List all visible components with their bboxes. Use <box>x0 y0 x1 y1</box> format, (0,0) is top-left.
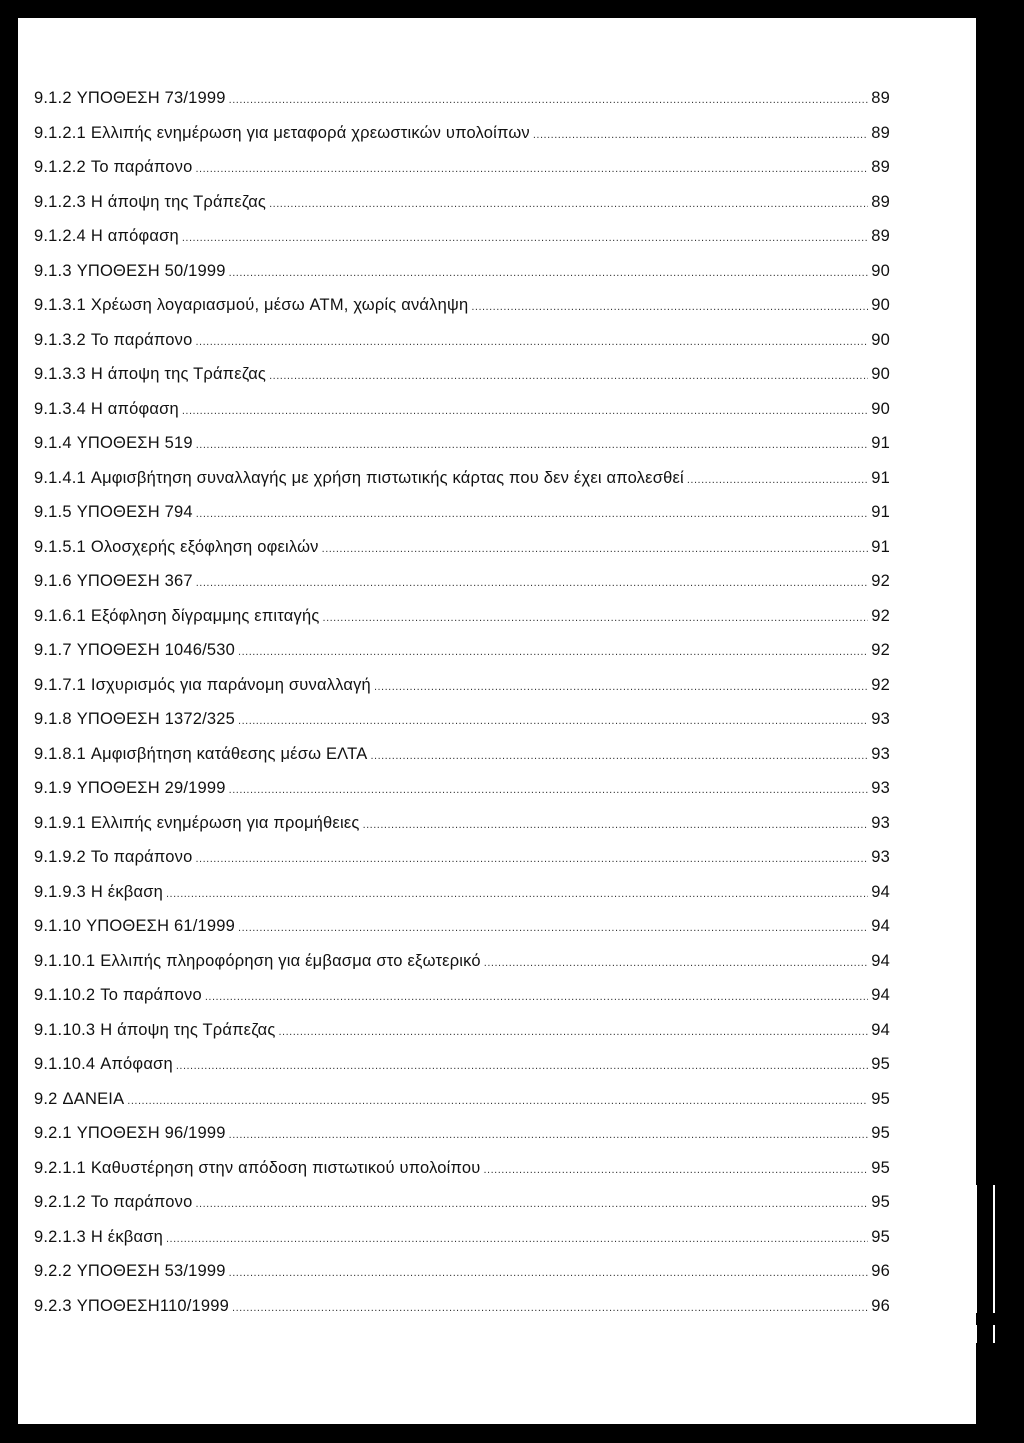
toc-entry-page: 94 <box>871 917 890 935</box>
toc-entry[interactable] <box>34 1297 890 1332</box>
toc-entry-title: Αμφισβήτηση συναλλαγής με χρήση πιστωτικής κάρτας που δεν έχει απολεσθεί <box>90 468 684 487</box>
toc-entry-number: 9.1.3.1 <box>34 296 86 314</box>
toc-entry-title: ΔΑΝΕΙΑ <box>62 1089 125 1108</box>
toc-entry[interactable] <box>34 676 890 711</box>
toc-entry-number: 9.1.9.3 <box>34 882 86 901</box>
toc-entry-page: 94 <box>871 1020 890 1039</box>
toc-entry-page: 93 <box>871 710 890 728</box>
toc-entry[interactable] <box>34 1124 890 1159</box>
toc-entry-number: 9.1.2 <box>34 89 72 107</box>
toc-entry-number: 9.2 <box>34 1089 58 1108</box>
toc-entry[interactable] <box>34 986 890 1021</box>
toc-dot-leader <box>229 784 869 796</box>
toc-dot-leader <box>166 888 868 900</box>
toc-entry[interactable] <box>34 1228 890 1263</box>
toc-entry-page: 93 <box>871 779 890 797</box>
toc-entry-number: 9.2.3 <box>34 1296 72 1315</box>
toc-dot-leader <box>687 474 868 486</box>
toc-entry-title: Ισχυρισμός για παράνομη συναλλαγή <box>90 675 371 694</box>
toc-dot-leader <box>238 715 868 727</box>
toc-entry-number: 9.1.9.2 <box>34 848 86 866</box>
toc-entry-number: 9.2.1.3 <box>34 1227 86 1246</box>
toc-entry-page: 92 <box>871 675 890 694</box>
toc-dot-leader <box>182 405 868 417</box>
toc-dot-leader <box>196 577 869 589</box>
toc-entry-page: 89 <box>871 192 890 211</box>
toc-entry[interactable] <box>34 400 890 435</box>
toc-entry-page: 95 <box>871 1089 890 1108</box>
toc-entry-title: Χρέωση λογαριασμού, μέσω ATM, χωρίς ανάληψη <box>90 296 469 314</box>
toc-entry-title: ΥΠΟΘΕΣΗ 367 <box>76 572 193 590</box>
toc-entry-number: 9.1.10 <box>34 917 82 935</box>
toc-entry-title: Ολοσχερής εξόφληση οφειλών <box>90 537 319 556</box>
toc-entry-title: ΥΠΟΘΕΣΗ110/1999 <box>76 1296 230 1315</box>
toc-entry-page: 94 <box>871 986 890 1004</box>
toc-entry[interactable] <box>34 848 890 883</box>
toc-entry-page: 91 <box>871 434 890 452</box>
toc-dot-leader <box>182 232 868 244</box>
toc-dot-leader <box>195 1198 868 1210</box>
toc-entry[interactable] <box>34 607 890 642</box>
toc-entry-title: ΥΠΟΘΕΣΗ 29/1999 <box>76 779 226 797</box>
toc-entry-number: 9.1.4.1 <box>34 468 86 487</box>
toc-entry-title: Καθυστέρηση στην απόδοση πιστωτικού υπολοίπου <box>90 1158 481 1177</box>
toc-entry[interactable] <box>34 262 890 297</box>
toc-dot-leader <box>238 646 868 658</box>
toc-entry-title: Το παράπονο <box>100 986 202 1004</box>
toc-entry-title: Η απόφαση <box>90 399 179 418</box>
toc-entry[interactable] <box>34 227 890 262</box>
toc-entry[interactable] <box>34 158 890 193</box>
toc-dot-leader <box>484 957 868 969</box>
toc-entry-title: Ελλιπής ενημέρωση για προμήθειες <box>90 813 360 832</box>
toc-entry-number: 9.1.8.1 <box>34 744 86 763</box>
toc-entry-number: 9.1.3 <box>34 261 72 280</box>
toc-entry[interactable] <box>34 89 890 124</box>
toc-entry[interactable] <box>34 641 890 676</box>
toc-entry-page: 92 <box>871 641 890 659</box>
toc-entry-title: ΥΠΟΘΕΣΗ 794 <box>76 503 193 521</box>
toc-entry-title: Η έκβαση <box>90 882 163 901</box>
toc-entry-page: 92 <box>871 606 890 625</box>
toc-entry-title: Ελλιπής ενημέρωση για μεταφορά χρεωστικών υπολοίπων <box>90 123 530 142</box>
toc-entry-title: Το παράπονο <box>90 330 193 349</box>
toc-entry-page: 89 <box>871 89 890 107</box>
toc-entry-number: 9.1.9.1 <box>34 813 86 832</box>
toc-entry-number: 9.1.6 <box>34 572 72 590</box>
toc-entry[interactable] <box>34 503 890 538</box>
toc-entry-title: ΥΠΟΘΕΣΗ 96/1999 <box>76 1124 226 1142</box>
toc-dot-leader <box>166 1233 868 1245</box>
toc-entry-title: Η άποψη της Τράπεζας <box>100 1020 276 1039</box>
toc-entry-number: 9.1.9 <box>34 779 72 797</box>
toc-entry-page: 96 <box>871 1296 890 1315</box>
toc-entry-page: 94 <box>871 951 890 970</box>
toc-entry-number: 9.1.2.4 <box>34 227 86 245</box>
toc-entry[interactable] <box>34 193 890 228</box>
toc-entry-number: 9.1.10.4 <box>34 1055 96 1073</box>
toc-dot-leader <box>322 543 869 555</box>
toc-dot-leader <box>484 1164 869 1176</box>
toc-entry[interactable] <box>34 745 890 780</box>
toc-entry-page: 90 <box>871 330 890 349</box>
toc-entry-page: 91 <box>871 537 890 556</box>
toc-entry-title: Το παράπονο <box>90 848 193 866</box>
toc-entry[interactable] <box>34 917 890 952</box>
toc-entry-page: 94 <box>871 882 890 901</box>
toc-entry-number: 9.1.3.2 <box>34 330 86 349</box>
toc-entry-number: 9.1.10.3 <box>34 1020 96 1039</box>
toc-entry-number: 9.1.10.2 <box>34 986 96 1004</box>
toc-entry-number: 9.1.8 <box>34 710 72 728</box>
toc-entry-title: ΥΠΟΘΕΣΗ 61/1999 <box>86 917 236 935</box>
toc-dot-leader <box>229 94 869 106</box>
toc-entry[interactable] <box>34 572 890 607</box>
toc-dot-leader <box>471 301 868 313</box>
toc-dot-leader <box>229 1267 869 1279</box>
toc-entry[interactable] <box>34 1021 890 1056</box>
toc-entry-page: 91 <box>871 468 890 487</box>
toc-dot-leader <box>195 853 868 865</box>
toc-entry-number: 9.1.2.2 <box>34 158 86 176</box>
toc-entry[interactable] <box>34 538 890 573</box>
toc-entry-number: 9.1.10.1 <box>34 951 96 970</box>
toc-entry[interactable] <box>34 124 890 159</box>
toc-entry-title: ΥΠΟΘΕΣΗ 1046/530 <box>76 641 236 659</box>
margin-rule <box>975 1325 977 1343</box>
toc-entry[interactable] <box>34 1159 890 1194</box>
toc-entry-number: 9.2.1.1 <box>34 1158 86 1177</box>
toc-entry[interactable] <box>34 1193 890 1228</box>
toc-entry-number: 9.2.2 <box>34 1262 72 1280</box>
toc-entry-page: 90 <box>871 261 890 280</box>
toc-entry-title: Αμφισβήτηση κατάθεσης μέσω ΕΛΤΑ <box>90 744 368 763</box>
margin-rule <box>993 1185 995 1313</box>
toc-entry[interactable] <box>34 952 890 987</box>
toc-entry-title: ΥΠΟΘΕΣΗ 519 <box>76 434 193 452</box>
toc-entry-title: Το παράπονο <box>90 1193 193 1211</box>
toc-dot-leader <box>269 370 868 382</box>
toc-entry-page: 89 <box>871 123 890 142</box>
toc-dot-leader <box>229 267 869 279</box>
toc-entry-title: ΥΠΟΘΕΣΗ 50/1999 <box>76 261 226 280</box>
toc-entry[interactable] <box>34 1090 890 1125</box>
toc-entry-number: 9.1.2.3 <box>34 192 86 211</box>
toc-dot-leader <box>374 681 868 693</box>
toc-dot-leader <box>323 612 869 624</box>
toc-entry-title: Ελλιπής πληροφόρηση για έμβασμα στο εξωτερικό <box>100 951 481 970</box>
toc-entry-page: 90 <box>871 399 890 418</box>
toc-entry-title: ΥΠΟΘΕΣΗ 1372/325 <box>76 710 236 728</box>
toc-entry-page: 89 <box>871 227 890 245</box>
toc-entry-page: 95 <box>871 1193 890 1211</box>
toc-entry-title: Εξόφληση δίγραμμης επιταγής <box>90 606 320 625</box>
toc-entry-number: 9.1.5.1 <box>34 537 86 556</box>
toc-dot-leader <box>533 129 868 141</box>
toc-entry-title: Η απόφαση <box>90 227 179 245</box>
toc-entry-page: 92 <box>871 572 890 590</box>
toc-dot-leader <box>363 819 869 831</box>
toc-dot-leader <box>195 336 868 348</box>
toc-entry-number: 9.1.6.1 <box>34 606 86 625</box>
toc-entry[interactable] <box>34 710 890 745</box>
toc-dot-leader <box>196 508 869 520</box>
toc-entry-page: 90 <box>871 365 890 383</box>
toc-entry-page: 95 <box>871 1055 890 1073</box>
toc-entry-number: 9.1.2.1 <box>34 123 86 142</box>
toc-entry[interactable] <box>34 296 890 331</box>
toc-dot-leader <box>196 439 869 451</box>
toc-entry-number: 9.1.4 <box>34 434 72 452</box>
toc-dot-leader <box>269 198 868 210</box>
toc-dot-leader <box>370 750 868 762</box>
toc-entry-title: Η έκβαση <box>90 1227 163 1246</box>
margin-rule <box>975 1185 977 1313</box>
toc-dot-leader <box>195 163 868 175</box>
toc-entry[interactable] <box>34 1055 890 1090</box>
toc-entry-page: 95 <box>871 1158 890 1177</box>
toc-entry-page: 90 <box>871 296 890 314</box>
toc-entry[interactable] <box>34 331 890 366</box>
toc-entry-number: 9.2.1.2 <box>34 1193 86 1211</box>
toc-entry[interactable] <box>34 779 890 814</box>
table-of-contents <box>34 89 890 1331</box>
toc-dot-leader <box>205 991 868 1003</box>
toc-entry-page: 95 <box>871 1124 890 1142</box>
toc-entry-page: 93 <box>871 848 890 866</box>
toc-entry[interactable] <box>34 434 890 469</box>
toc-dot-leader <box>232 1302 868 1314</box>
toc-dot-leader <box>238 922 868 934</box>
toc-dot-leader <box>229 1129 869 1141</box>
toc-entry[interactable] <box>34 1262 890 1297</box>
toc-entry-title: Η άποψη της Τράπεζας <box>90 365 267 383</box>
toc-dot-leader <box>127 1095 868 1107</box>
toc-entry-title: Απόφαση <box>100 1055 173 1073</box>
toc-entry[interactable] <box>34 814 890 849</box>
toc-entry[interactable] <box>34 469 890 504</box>
margin-rule <box>993 1325 995 1343</box>
toc-entry-page: 91 <box>871 503 890 521</box>
toc-entry[interactable] <box>34 365 890 400</box>
toc-entry-number: 9.1.5 <box>34 503 72 521</box>
toc-entry-number: 9.2.1 <box>34 1124 72 1142</box>
toc-entry-page: 96 <box>871 1262 890 1280</box>
toc-entry-title: ΥΠΟΘΕΣΗ 53/1999 <box>76 1262 226 1280</box>
toc-entry-page: 95 <box>871 1227 890 1246</box>
toc-entry-number: 9.1.3.4 <box>34 399 86 418</box>
toc-entry-page: 93 <box>871 744 890 763</box>
toc-dot-leader <box>176 1060 868 1072</box>
toc-entry-title: ΥΠΟΘΕΣΗ 73/1999 <box>76 89 226 107</box>
toc-entry[interactable] <box>34 883 890 918</box>
toc-entry-page: 93 <box>871 813 890 832</box>
toc-entry-number: 9.1.7.1 <box>34 675 86 694</box>
toc-entry-title: Το παράπονο <box>90 158 193 176</box>
toc-dot-leader <box>278 1026 868 1038</box>
toc-entry-title: Η άποψη της Τράπεζας <box>90 192 267 211</box>
toc-entry-number: 9.1.3.3 <box>34 365 86 383</box>
toc-entry-page: 89 <box>871 158 890 176</box>
toc-entry-number: 9.1.7 <box>34 641 72 659</box>
